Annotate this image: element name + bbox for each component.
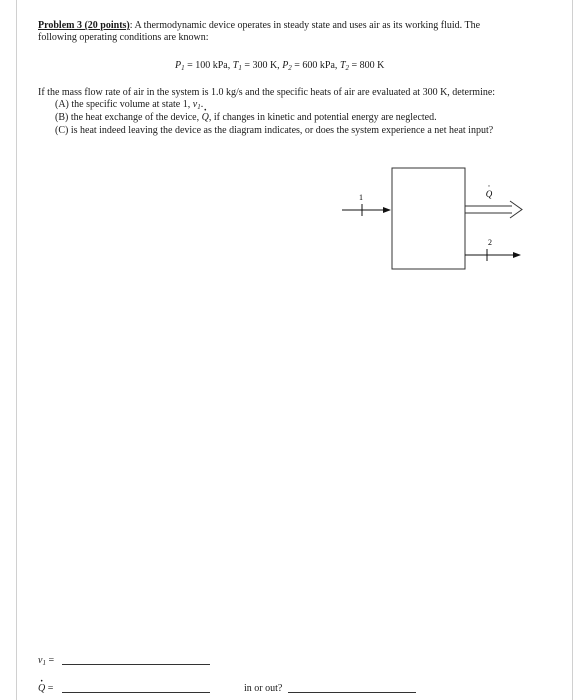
t2-subscript: 2	[345, 64, 349, 72]
part-c: (C) is heat indeed leaving the device as the diagram indicates, or does the system experience a net heat input?	[55, 125, 494, 136]
p2-value: = 600 kPa,	[291, 60, 340, 71]
answer-q-label	[38, 683, 53, 695]
answer-v1-subscript: 1	[42, 659, 46, 667]
t2-value: = 800 K	[349, 60, 385, 71]
answer-q-equals: =	[45, 683, 54, 694]
part-b-text-post: , if changes in kinetic and potential energy are neglected.	[208, 112, 437, 123]
part-a-text: (A) the specific volume at state 1,	[55, 99, 193, 110]
operating-conditions	[175, 60, 384, 74]
in-or-out-label: in or out?	[244, 683, 283, 694]
problem-intro-line1	[38, 20, 480, 32]
heat-dot: ·	[487, 181, 491, 191]
device-diagram	[0, 160, 577, 460]
inlet-label: 1	[359, 193, 363, 202]
part-a-symbol: v	[192, 99, 198, 110]
device-box	[392, 168, 465, 269]
in-or-out-blank[interactable]	[288, 692, 416, 693]
question-stem: If the mass flow rate of air in the system is 1.0 kg/s and the specific heats of air are evaluated at 300 K, determine:	[38, 87, 496, 98]
part-a-end: .	[200, 99, 204, 110]
part-a-subscript: 1	[197, 103, 201, 111]
t1-symbol: T	[232, 60, 239, 71]
outlet-label: 2	[488, 238, 492, 247]
answer-v1-label	[38, 655, 54, 669]
problem-intro-line2: following operating conditions are known:	[38, 32, 209, 43]
t1-subscript: 1	[238, 64, 242, 72]
problem-heading: Problem 3 (20 points)	[38, 20, 130, 31]
part-b-qdot-symbol: Q ·	[202, 112, 209, 123]
p1-subscript: 1	[181, 64, 185, 72]
answer-v1-symbol: v	[38, 655, 43, 666]
p1-symbol: P	[175, 60, 182, 71]
answer-q-blank[interactable]	[62, 692, 210, 693]
problem-intro-text: : A thermodynamic device operates in steady state and uses air as its working fluid. The	[129, 20, 481, 31]
heat-label: Q	[485, 189, 493, 199]
p2-subscript: 2	[288, 64, 292, 72]
answer-v1-blank[interactable]	[62, 664, 210, 665]
heat-arrow-head	[510, 201, 522, 218]
part-a	[55, 99, 203, 113]
p2-symbol: P	[282, 60, 289, 71]
part-b	[55, 112, 437, 124]
t2-symbol: T	[339, 60, 346, 71]
answer-v1-equals: =	[45, 655, 55, 666]
part-b-text-pre: (B) the heat exchange of the device,	[55, 112, 202, 123]
p1-value: = 100 kPa,	[184, 60, 233, 71]
t1-value: = 300 K,	[241, 60, 283, 71]
answer-q-symbol: Q ·	[38, 683, 45, 694]
